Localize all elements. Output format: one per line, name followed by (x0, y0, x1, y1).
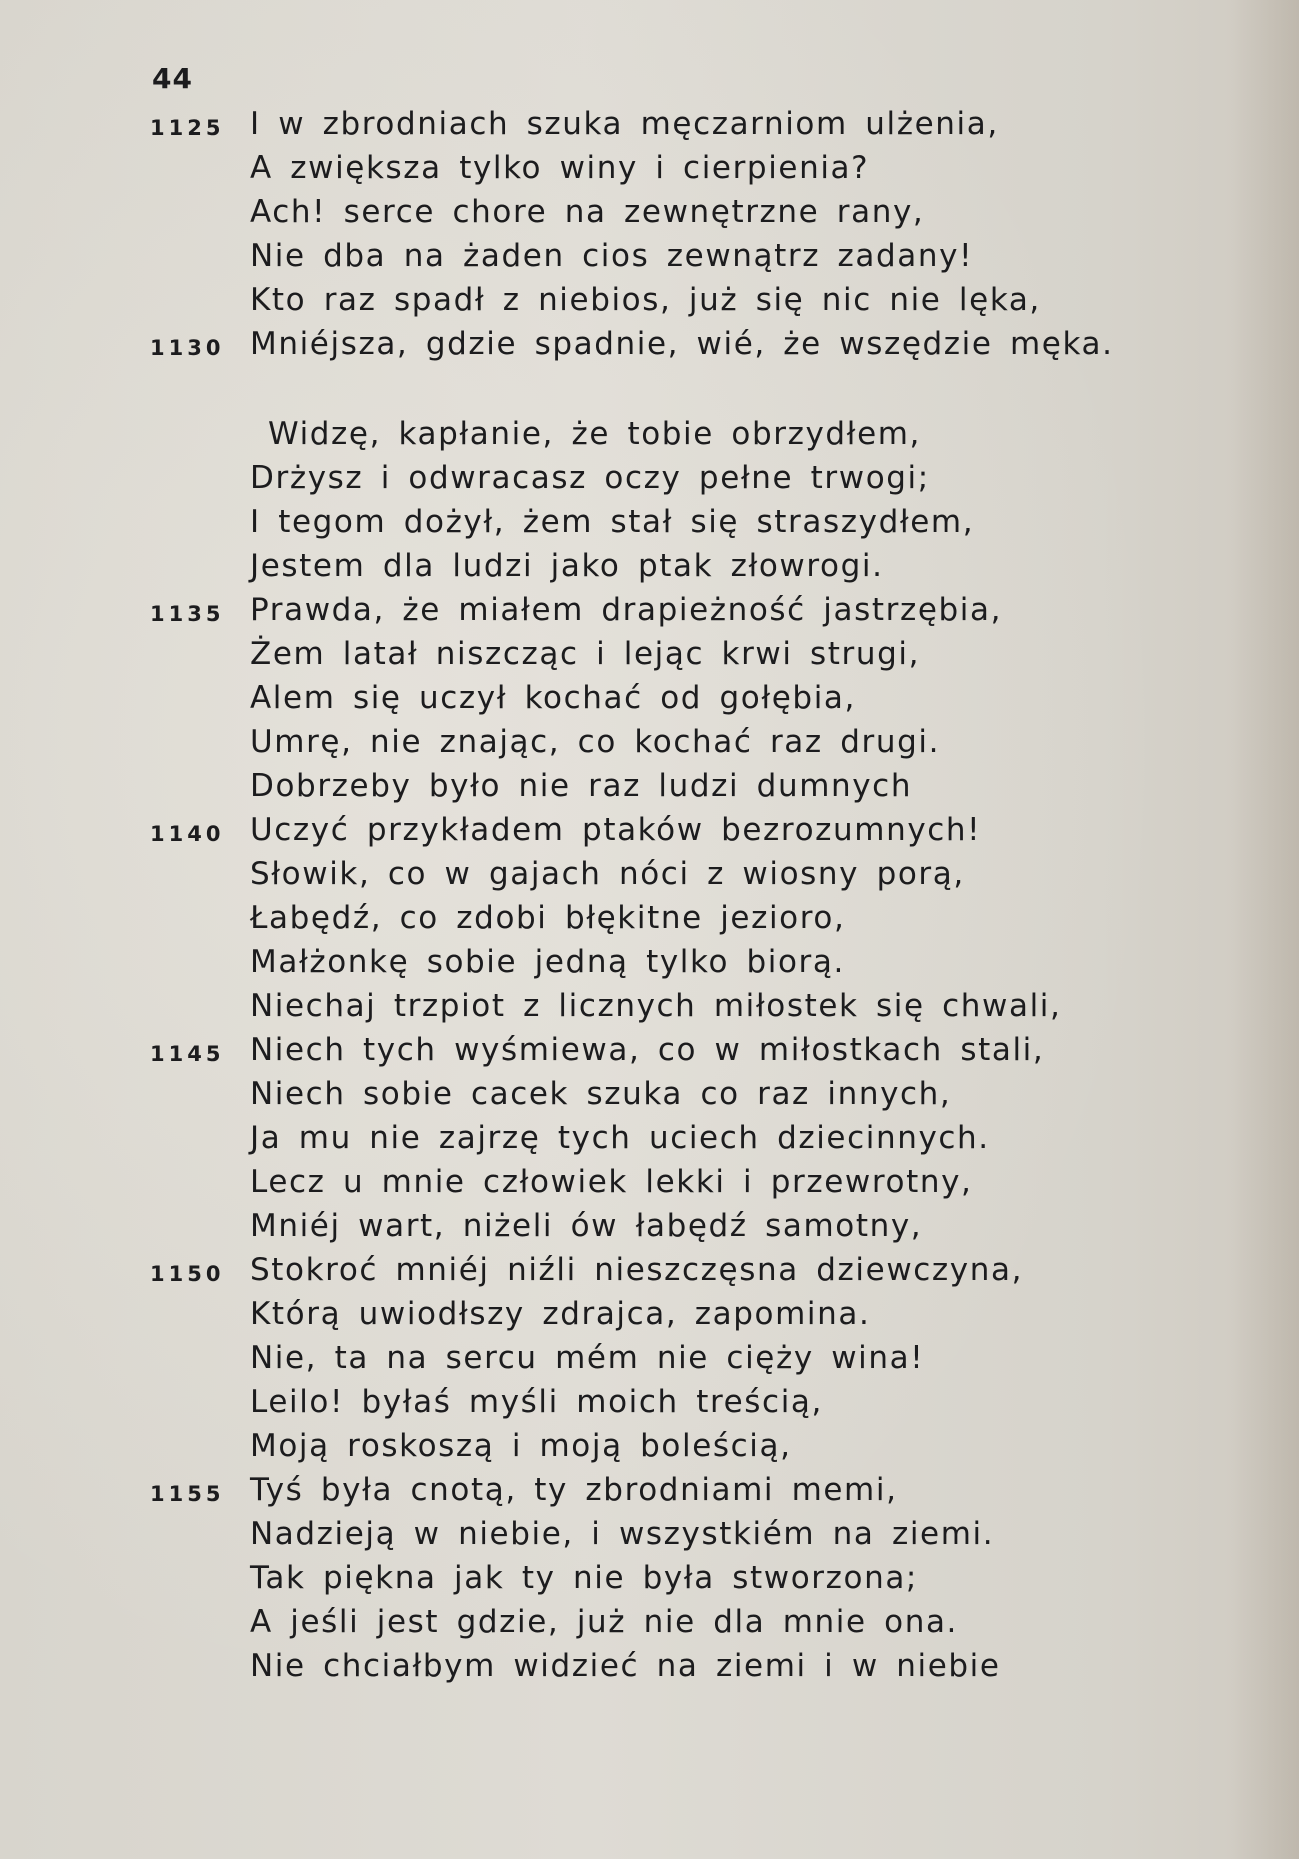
verse-line (0, 1164, 1299, 1208)
verse-text: Nie chciałbym widzieć na ziemi i w niebie (250, 1648, 1001, 1684)
verse-text: Drżysz i odwracasz oczy pełne trwogi; (250, 460, 930, 496)
verse-text: Tyś była cnotą, ty zbrodniami memi, (250, 1472, 898, 1508)
verse-text: Moją roskoszą i moją boleścią, (250, 1428, 792, 1464)
line-number: 1155 (150, 1482, 225, 1506)
verse-line (0, 680, 1299, 724)
verse-text: A zwiększa tylko winy i cierpienia? (250, 150, 870, 186)
line-number: 1135 (150, 602, 225, 626)
verse-text: Żem latał niszcząc i lejąc krwi strugi, (250, 636, 921, 672)
verse-text: Słowik, co w gajach nóci z wiosny porą, (250, 856, 965, 892)
line-number: 1145 (150, 1042, 225, 1066)
verse-text: Niech tych wyśmiewa, co w miłostkach stali, (250, 1032, 1045, 1068)
verse-line (0, 1516, 1299, 1560)
verse-line (0, 988, 1299, 1032)
verse-line (0, 900, 1299, 944)
verse-text: Stokroć mniéj niźli nieszczęsna dziewczyna, (250, 1252, 1024, 1288)
line-number: 1140 (150, 822, 225, 846)
verse-text: Nie dba na żaden cios zewnątrz zadany! (250, 238, 974, 274)
verse-line (0, 1032, 1299, 1076)
verse-text: Łabędź, co zdobi błękitne jezioro, (250, 900, 846, 936)
verse-text: Mniéj wart, niżeli ów łabędź samotny, (250, 1208, 923, 1244)
verse-line (0, 416, 1299, 460)
verse-line (0, 326, 1299, 370)
verse-line (0, 1076, 1299, 1120)
verse-text: Umrę, nie znając, co kochać raz drugi. (250, 724, 941, 760)
verse-line (0, 106, 1299, 150)
verse-line (0, 238, 1299, 282)
verse-line (0, 1252, 1299, 1296)
verse-text: Widzę, kapłanie, że tobie obrzydłem, (268, 416, 921, 452)
verse-line (0, 1208, 1299, 1252)
verse-line (0, 150, 1299, 194)
verse-line (0, 1296, 1299, 1340)
verse-line (0, 1560, 1299, 1604)
verse-line (0, 460, 1299, 504)
verse-line (0, 1428, 1299, 1472)
verse-text: Niech sobie cacek szuka co raz innych, (250, 1076, 952, 1112)
verse-text: Alem się uczył kochać od gołębia, (250, 680, 856, 716)
verse-text: Jestem dla ludzi jako ptak złowrogi. (250, 548, 884, 584)
verse-line (0, 1648, 1299, 1692)
page-number: 44 (152, 62, 193, 95)
verse-line (0, 1472, 1299, 1516)
verse-line (0, 504, 1299, 548)
verse-line (0, 856, 1299, 900)
verse-line (0, 548, 1299, 592)
line-number: 1130 (150, 336, 225, 360)
verse-text: Którą uwiodłszy zdrajca, zapomina. (250, 1296, 871, 1332)
verse-text: Uczyć przykładem ptaków bezrozumnych! (250, 812, 982, 848)
verse-text: I tegom dożył, żem stał się straszydłem, (250, 504, 975, 540)
verse-text: Kto raz spadł z niebios, już się nic nie lęka, (250, 282, 1041, 318)
verse-line (0, 812, 1299, 856)
verse-line (0, 1340, 1299, 1384)
verse-text: Leilo! byłaś myśli moich treścią, (250, 1384, 823, 1420)
line-number: 1125 (150, 116, 225, 140)
verse-text: Niechaj trzpiot z licznych miłostek się chwali, (250, 988, 1062, 1024)
verse-line (0, 282, 1299, 326)
line-number: 1150 (150, 1262, 225, 1286)
verse-text: Nadzieją w niebie, i wszystkiém na ziemi. (250, 1516, 995, 1552)
verse-line (0, 944, 1299, 988)
verse-text: Tak piękna jak ty nie była stworzona; (250, 1560, 918, 1596)
verse-line (0, 1384, 1299, 1428)
verse-text: Ja mu nie zajrzę tych uciech dziecinnych. (250, 1120, 990, 1156)
verse-line (0, 636, 1299, 680)
verse-line (0, 592, 1299, 636)
verse-line (0, 768, 1299, 812)
verse-text: Lecz u mnie człowiek lekki i przewrotny, (250, 1164, 973, 1200)
verse-line (0, 1120, 1299, 1164)
verse-text: I w zbrodniach szuka męczarniom ulżenia, (250, 106, 999, 142)
verse-text: Ach! serce chore na zewnętrzne rany, (250, 194, 925, 230)
verse-text: Prawda, że miałem drapieżność jastrzębia, (250, 592, 1003, 628)
verse-text: Małżonkę sobie jedną tylko biorą. (250, 944, 845, 980)
verse-text: A jeśli jest gdzie, już nie dla mnie ona. (250, 1604, 959, 1640)
verse-line (0, 194, 1299, 238)
verse-line (0, 1604, 1299, 1648)
verse-text: Mniéjsza, gdzie spadnie, wié, że wszędzie męka. (250, 326, 1114, 362)
verse-text: Dobrzeby było nie raz ludzi dumnych (250, 768, 913, 804)
verse-line (0, 724, 1299, 768)
verse-text: Nie, ta na sercu mém nie ciężу wina! (250, 1340, 925, 1376)
